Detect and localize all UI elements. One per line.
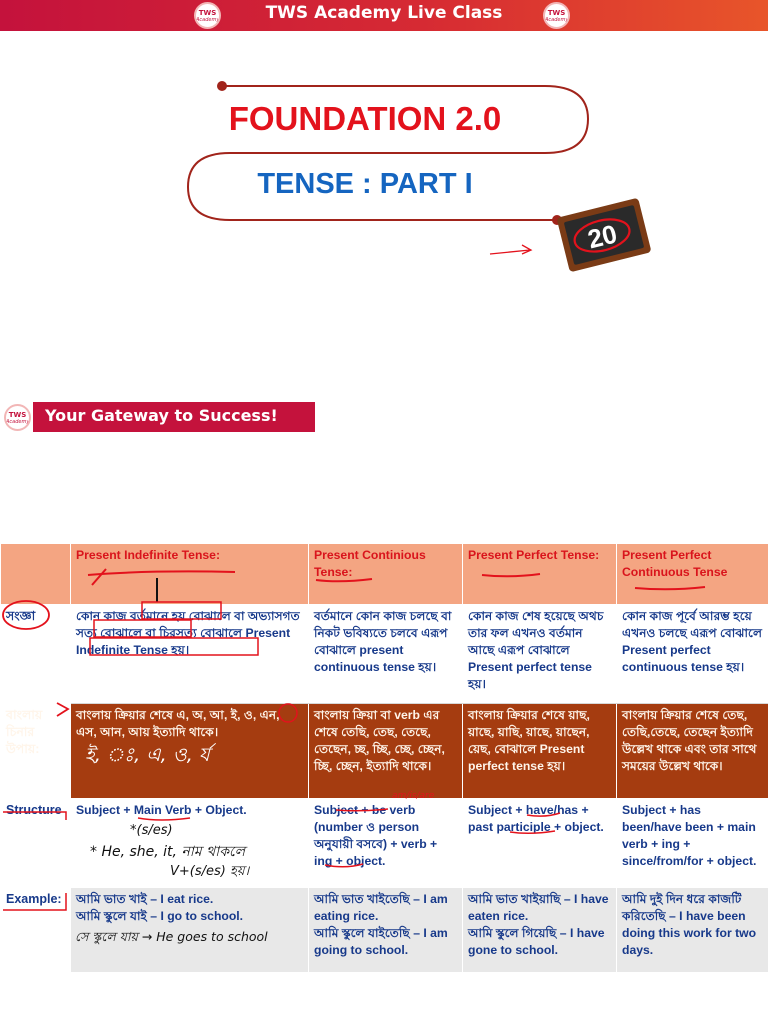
banner-logo-right: TWS Academy	[543, 2, 570, 29]
definition-present-perfect: কোন কাজ শেষ হয়েছে অথচ তার ফল এখনও বর্তমান আছে এরূপ বোঝালে Present perfect tense হয়।	[463, 605, 617, 704]
slide-title: FOUNDATION 2.0	[228, 100, 502, 137]
identify-present-indefinite: বাংলায় ক্রিয়ার শেষে এ, অ, আ, ই, ও, এন, এস, আন, আয় ইত্যাদি থাকে।	[71, 704, 309, 799]
header-present-perfect: Present Perfect Tense:	[463, 544, 617, 605]
example-present-perfect-continuous: আমি দুই দিন ধরে কাজটি করিতেছি – I have been doing this work for two days.	[617, 888, 768, 973]
structure-present-perfect-continuous: Subject + has been/have been + main verb + ing + since/from/for + object.	[617, 799, 768, 888]
gateway-logo: TWS Academy	[4, 404, 31, 431]
badge-chalkboard	[552, 195, 662, 280]
definition-present-perfect-continuous: কোন কাজ পূর্বে আরম্ভ হয়ে এখনও চলছে এরূপ বোঝালে Present perfect continuous tense হয়।	[617, 605, 768, 704]
definition-present-continuous: বর্তমানে কোন কাজ চলছে বা নিকট ভবিষ্যতে চলবে এরূপ বোঝালে present continuous tense হয়।	[309, 605, 463, 704]
definition-row	[1, 605, 768, 704]
example-present-perfect: আমি ভাত খাইয়াছি – I have eaten rice. আমি স্কুলে গিয়েছি – I have gone to school.	[463, 888, 617, 973]
badge-number: 20	[584, 218, 620, 255]
row-label-structure: Structure	[1, 799, 71, 888]
definition-present-indefinite: কোন কাজ বর্তমানে হয় বোঝালে বা অভ্যাসগত সত্য বোঝালে বা চিরসত্য বোঝালে Present Indefinite Tense হয়।	[71, 605, 309, 704]
handwritten-s-es: *(s/es)	[130, 823, 173, 838]
header-present-perfect-continuous: Present Perfect Continuous Tense	[617, 544, 768, 605]
identify-present-continuous: বাংলায় ক্রিয়া বা verb এর শেষে তেছি, তেছ, তেছে, তেছেন, চ্ছ, চ্ছি, চ্ছে, চ্ছেন, চ্ছি, চ্ছেন, ইত্যাদি থাকে।	[309, 704, 463, 799]
handwritten-school-example: সে স্কুলে যায় → He goes to school	[75, 929, 268, 944]
structure-present-perfect: Subject + have/has + past participle + object.	[463, 799, 617, 888]
row-label-example: Example:	[1, 888, 71, 973]
row-label-definition: সংজ্ঞা	[1, 605, 71, 704]
handwritten-be-forms: am/is/are	[392, 791, 435, 801]
structure-present-indefinite: Subject + Main Verb + Object.	[71, 799, 309, 888]
handwritten-ending-forms: ই, ঃ, এ, ও, র্য	[85, 744, 210, 766]
handwritten-he-she-it: * He, she, it, নাম থাকলে	[90, 844, 246, 860]
structure-present-continuous: Subject + be verb (number ও person অনুযায়ী বসবে) + verb + ing + object.	[309, 799, 463, 888]
header-present-indefinite: Present Indefinite Tense:	[71, 544, 309, 605]
header-row	[1, 544, 768, 605]
row-label-identify: বাংলায় চিনার উপায়:	[1, 704, 71, 799]
banner-logo-left: TWS Academy	[194, 2, 221, 29]
example-present-indefinite: আমি ভাত খাই – I eat rice. আমি স্কুলে যাই – I go to school.	[71, 888, 309, 973]
header-corner	[1, 544, 71, 605]
gateway-text: Your Gateway to Success!	[45, 406, 278, 425]
pen-arrow-head	[522, 245, 531, 254]
handwritten-verb-rule: V+(s/es) হয়।	[170, 864, 250, 879]
header-present-continuous: Present Continious Tense:	[309, 544, 463, 605]
example-present-continuous: আমি ভাত খাইতেছি – I am eating rice. আমি স্কুলে যাইতেছি – I am going to school.	[309, 888, 463, 973]
identify-present-perfect-continuous: বাংলায় ক্রিয়ার শেষে তেছ, তেছি,তেছে, তেছেন ইত্যাদি উল্লেখ থাকে এবং তার সাথে সময়ের উল্লেখ থাকে।	[617, 704, 768, 799]
identify-present-perfect: বাংলায় ক্রিয়ার শেষে য়াছ, য়াছে, য়াছি, য়াছে, য়াছেন, য়েছ, বোঝালে Present perfect tense হয়।	[463, 704, 617, 799]
slide-subtitle: TENSE : PART I	[257, 168, 473, 200]
banner-title: TWS Academy Live Class	[265, 3, 503, 23]
